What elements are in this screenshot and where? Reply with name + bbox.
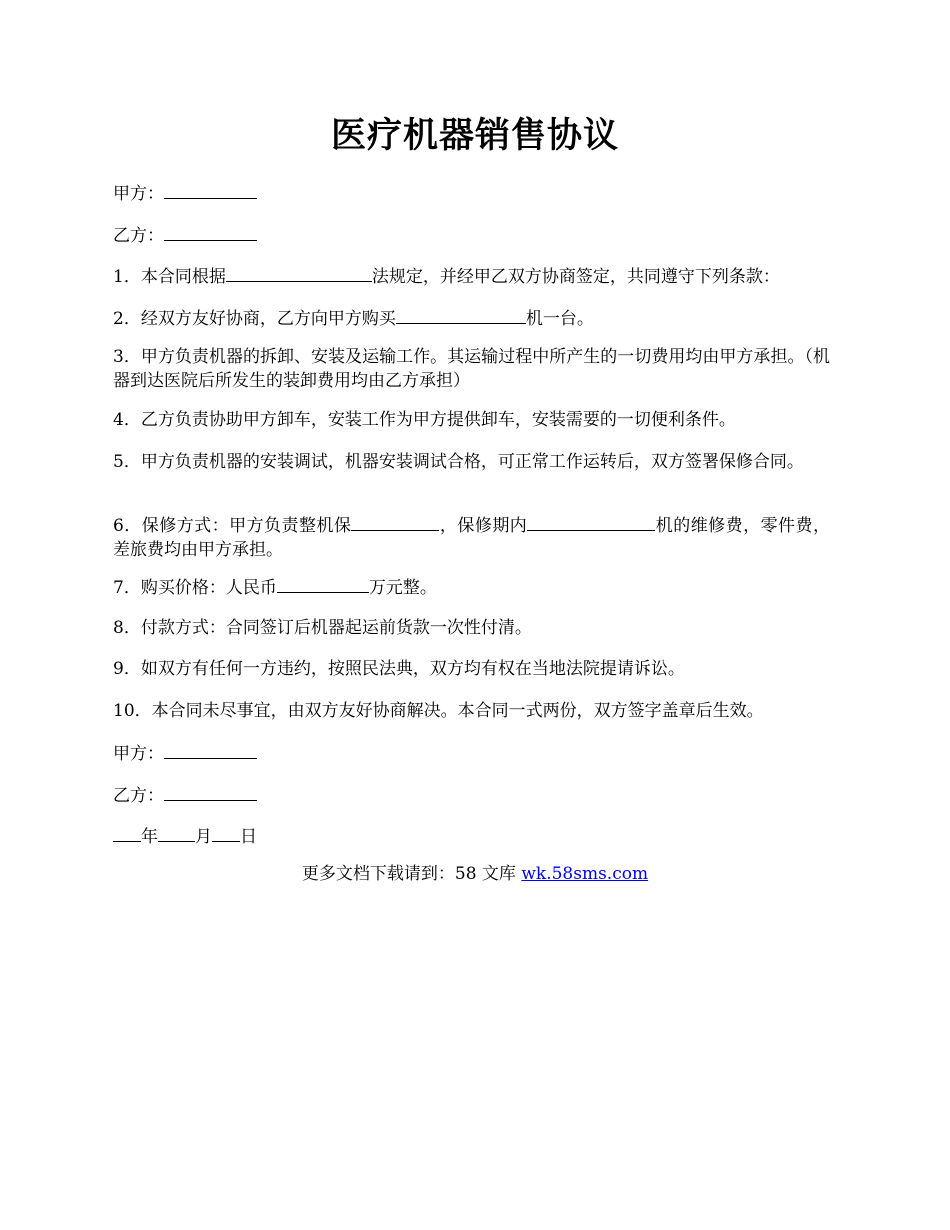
party-a-label: 甲方： bbox=[113, 184, 164, 204]
clause-number: 3． bbox=[113, 347, 141, 367]
clause-7 bbox=[113, 574, 830, 600]
clause-text: 甲方负责机器的安装调试，机器安装调试合格，可正常工作运转后，双方签署保修合同。 bbox=[140, 452, 804, 472]
sign-party-b-blank bbox=[164, 782, 257, 801]
clause-text: 如双方有任何一方违约，按照民法典，双方均有权在当地法院提请诉讼。 bbox=[140, 659, 685, 679]
clause-text: 法规定，并经甲乙双方协商签定，共同遵守下列条款： bbox=[371, 267, 780, 287]
clause-10 bbox=[113, 699, 830, 723]
clause-text: 购买价格：人民币 bbox=[140, 578, 277, 598]
clause-6 bbox=[113, 512, 830, 562]
clause-8 bbox=[113, 616, 830, 640]
date-line bbox=[113, 823, 830, 849]
law-blank bbox=[226, 263, 372, 282]
clause-number: 10． bbox=[113, 701, 152, 721]
warranty-scope-blank bbox=[351, 512, 439, 531]
footer-text: 更多文档下载请到：58 文库 bbox=[301, 864, 522, 884]
day-blank bbox=[212, 823, 240, 842]
clause-number: 2． bbox=[113, 309, 141, 329]
clause-text: 机的维修费，零件费，差旅费均由甲方承担。 bbox=[113, 516, 831, 560]
clause-1 bbox=[113, 263, 830, 289]
clause-text: 万元整。 bbox=[368, 578, 437, 598]
clause-text: 本合同根据 bbox=[140, 267, 226, 287]
clause-text: 经双方友好协商，乙方向甲方购买 bbox=[140, 309, 396, 329]
clause-text: 本合同未尽事宜，由双方友好协商解决。本合同一式两份，双方签字盖章后生效。 bbox=[151, 701, 764, 721]
sign-party-b-line bbox=[113, 782, 830, 808]
sign-party-a-blank bbox=[164, 740, 257, 759]
party-b-label: 乙方： bbox=[113, 226, 164, 246]
day-label: 日 bbox=[240, 827, 257, 847]
year-blank bbox=[113, 823, 141, 842]
party-b-line bbox=[113, 222, 830, 248]
price-blank bbox=[277, 574, 369, 593]
document-title: 医疗机器销售协议 bbox=[330, 115, 619, 156]
footer-link[interactable]: wk.58sms.com bbox=[521, 864, 649, 884]
month-blank bbox=[158, 823, 195, 842]
sign-party-a-line bbox=[113, 740, 830, 766]
clause-text: 甲方负责机器的拆卸、安装及运输工作。其运输过程中所产生的一切费用均由甲方承担。（机器到达医院后所发生的装卸费用均由乙方承担） bbox=[113, 347, 830, 391]
clause-number: 1． bbox=[113, 267, 141, 287]
clause-text: ，保修期内 bbox=[439, 516, 528, 536]
warranty-machine-blank bbox=[527, 512, 655, 531]
month-label: 月 bbox=[195, 827, 212, 847]
clause-4 bbox=[113, 408, 830, 432]
clause-number: 7． bbox=[113, 578, 141, 598]
clause-text: 机一台。 bbox=[525, 309, 594, 329]
sign-party-b-label: 乙方： bbox=[113, 786, 164, 806]
clause-text: 保修方式：甲方负责整机保 bbox=[141, 516, 352, 536]
party-b-blank bbox=[164, 222, 257, 241]
sign-party-a-label: 甲方： bbox=[113, 744, 164, 764]
party-a-blank bbox=[164, 180, 257, 199]
clause-number: 6． bbox=[113, 516, 142, 536]
clause-3 bbox=[113, 345, 830, 393]
clause-5 bbox=[113, 450, 830, 474]
year-label: 年 bbox=[141, 827, 158, 847]
clause-2 bbox=[113, 305, 830, 331]
clause-text: 乙方负责协助甲方卸车，安装工作为甲方提供卸车，安装需要的一切便利条件。 bbox=[140, 410, 736, 430]
clause-number: 5． bbox=[113, 452, 141, 472]
clause-9 bbox=[113, 657, 830, 681]
clause-number: 9． bbox=[113, 659, 141, 679]
machine-blank bbox=[396, 305, 526, 324]
clause-number: 8． bbox=[113, 618, 141, 638]
party-a-line bbox=[113, 180, 830, 206]
clause-number: 4． bbox=[113, 410, 141, 430]
clause-text: 付款方式：合同签订后机器起运前货款一次性付清。 bbox=[140, 618, 532, 638]
footer bbox=[0, 862, 950, 886]
